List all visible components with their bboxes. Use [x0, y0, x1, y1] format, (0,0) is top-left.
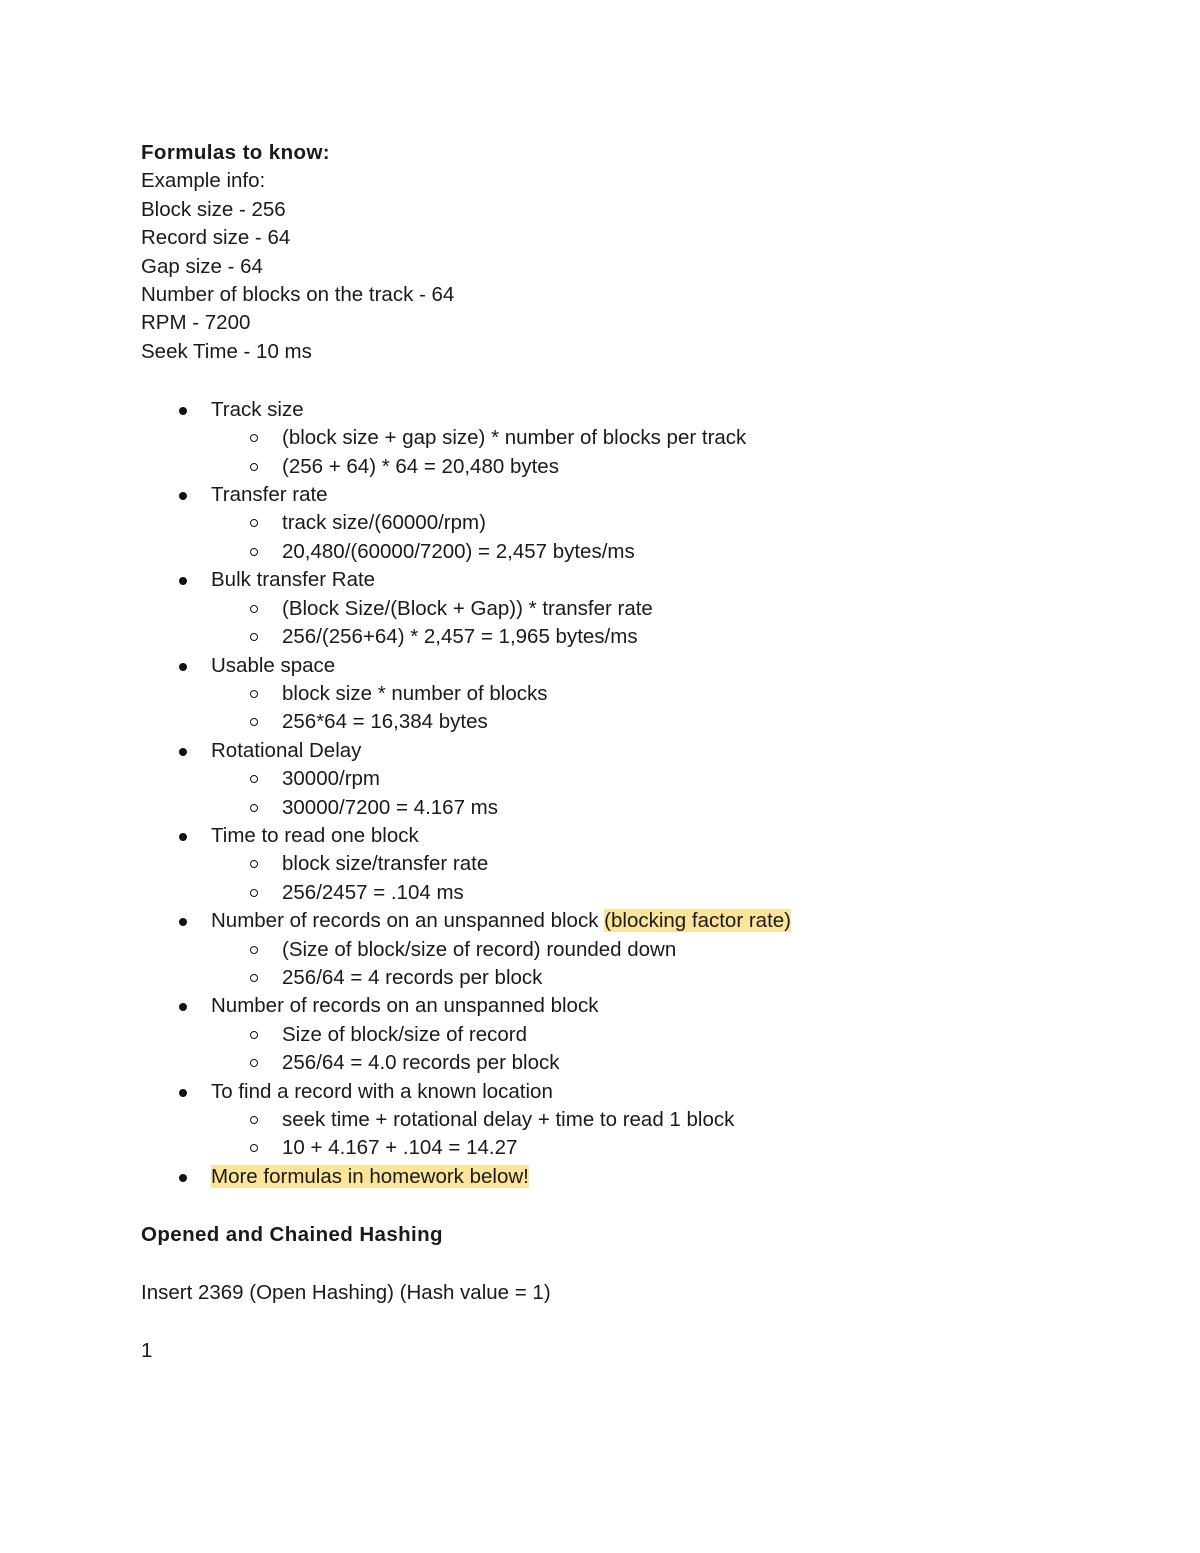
formula-subitem-text: (block size + gap size) * number of blocks per track: [282, 426, 747, 450]
formula-subitem-text: block size * number of blocks: [282, 681, 548, 705]
formula-sublist: [211, 509, 1141, 566]
formula-subitem: [211, 1134, 1141, 1162]
formula-item-label: Transfer rate: [211, 483, 328, 507]
hollow-bullet-icon: [250, 946, 258, 954]
filled-bullet-icon: [179, 492, 187, 500]
hollow-bullet-icon: [250, 1116, 258, 1124]
formula-subitem: [211, 680, 1141, 708]
hollow-bullet-icon: [250, 605, 258, 613]
example-info-block: [141, 167, 1141, 366]
formula-subitem-text: 10 + 4.167 + .104 = 14.27: [282, 1136, 518, 1160]
hollow-bullet-icon: [250, 718, 258, 726]
filled-bullet-icon: [179, 1003, 187, 1011]
filled-bullet-icon: [179, 1089, 187, 1097]
formula-item: [141, 652, 1141, 737]
formula-sublist: [211, 424, 1141, 481]
formula-item-label: Rotational Delay: [211, 738, 362, 762]
example-info-line: Record size - 64: [141, 226, 291, 250]
formula-item-label: Number of records on an unspanned block: [211, 909, 605, 933]
formula-subitem-text: Size of block/size of record: [282, 1022, 527, 1046]
formula-subitem: [211, 424, 1141, 452]
formula-subitem: [211, 708, 1141, 736]
filled-bullet-icon: [179, 918, 187, 926]
formula-item: [141, 396, 1141, 481]
formula-subitem: [211, 453, 1141, 481]
formula-subitem: [211, 509, 1141, 537]
formula-sublist: [211, 1021, 1141, 1078]
filled-bullet-icon: [179, 577, 187, 585]
hashing-heading: Opened and Chained Hashing: [141, 1222, 443, 1246]
formula-sublist: [211, 1106, 1141, 1163]
formula-subitem: [211, 794, 1141, 822]
hollow-bullet-icon: [250, 860, 258, 868]
insert-line: Insert 2369 (Open Hashing) (Hash value = 1): [141, 1280, 551, 1304]
formula-subitem: [211, 538, 1141, 566]
formula-subitem-text: (256 + 64) * 64 = 20,480 bytes: [282, 454, 559, 478]
hash-bucket-value: 1: [141, 1338, 153, 1362]
formula-subitem: [211, 1106, 1141, 1134]
spacer: [141, 1307, 1141, 1337]
hollow-bullet-icon: [250, 1031, 258, 1039]
hollow-bullet-icon: [250, 804, 258, 812]
formula-subitem: [211, 623, 1141, 651]
formula-sublist: [211, 680, 1141, 737]
formula-item: [141, 481, 1141, 566]
example-info-line: Example info:: [141, 169, 266, 193]
formula-subitem: [211, 1021, 1141, 1049]
filled-bullet-icon: [179, 407, 187, 415]
formulas-heading: Formulas to know:: [141, 141, 331, 164]
formula-item: [141, 992, 1141, 1077]
formula-item-label: Track size: [211, 397, 304, 421]
formula-item: [141, 566, 1141, 651]
formula-subitem: [211, 765, 1141, 793]
hollow-bullet-icon: [250, 519, 258, 527]
formula-subitem: [211, 850, 1141, 878]
hollow-bullet-icon: [250, 548, 258, 556]
formula-subitem-text: 256/2457 = .104 ms: [282, 880, 464, 904]
document-page: [141, 139, 1141, 1365]
formula-list: [141, 396, 1141, 1191]
hollow-bullet-icon: [250, 434, 258, 442]
formula-subitem-text: 30000/rpm: [282, 767, 381, 791]
formula-item: [141, 822, 1141, 907]
formula-subitem: [211, 1049, 1141, 1077]
formula-subitem-text: track size/(60000/rpm): [282, 511, 486, 535]
formula-subitem-text: 256/(256+64) * 2,457 = 1,965 bytes/ms: [282, 625, 638, 649]
hollow-bullet-icon: [250, 775, 258, 783]
spacer: [141, 1191, 1141, 1221]
formula-subitem-text: 30000/7200 = 4.167 ms: [282, 795, 498, 819]
formula-item: [141, 907, 1141, 992]
filled-bullet-icon: [179, 833, 187, 841]
hollow-bullet-icon: [250, 1059, 258, 1067]
spacer: [141, 366, 1141, 396]
formula-subitem-text: 256/64 = 4.0 records per block: [282, 1051, 560, 1075]
formula-subitem-text: 20,480/(60000/7200) = 2,457 bytes/ms: [282, 539, 635, 563]
hollow-bullet-icon: [250, 889, 258, 897]
formula-item-label: Time to read one block: [211, 823, 419, 847]
hollow-bullet-icon: [250, 1144, 258, 1152]
hollow-bullet-icon: [250, 974, 258, 982]
highlighted-text: (blocking factor rate): [604, 909, 792, 933]
formula-subitem-text: block size/transfer rate: [282, 852, 489, 876]
formula-item-label: Bulk transfer Rate: [211, 568, 376, 592]
formula-subitem: [211, 595, 1141, 623]
example-info-line: RPM - 7200: [141, 311, 251, 335]
hollow-bullet-icon: [250, 633, 258, 641]
formula-item: [141, 737, 1141, 822]
formula-subitem-text: 256/64 = 4 records per block: [282, 965, 543, 989]
formula-item-label: Usable space: [211, 653, 336, 677]
formula-item: [141, 1163, 1141, 1191]
formula-subitem-text: (Block Size/(Block + Gap)) * transfer rate: [282, 596, 653, 620]
hollow-bullet-icon: [250, 463, 258, 471]
example-info-line: Gap size - 64: [141, 254, 263, 278]
formula-subitem: [211, 936, 1141, 964]
formula-item-label: To find a record with a known location: [211, 1079, 553, 1103]
formula-sublist: [211, 850, 1141, 907]
formula-subitem-text: seek time + rotational delay + time to read 1 block: [282, 1108, 735, 1131]
formula-sublist: [211, 595, 1141, 652]
formula-sublist: [211, 765, 1141, 822]
hollow-bullet-icon: [250, 690, 258, 698]
formula-item-label: Number of records on an unspanned block: [211, 994, 599, 1018]
formula-sublist: [211, 936, 1141, 993]
spacer: [141, 1249, 1141, 1279]
formula-subitem: [211, 879, 1141, 907]
formula-subitem-text: 256*64 = 16,384 bytes: [282, 710, 488, 734]
filled-bullet-icon: [179, 1174, 187, 1182]
formula-item: [141, 1078, 1141, 1163]
filled-bullet-icon: [179, 748, 187, 756]
filled-bullet-icon: [179, 663, 187, 671]
example-info-line: Block size - 256: [141, 197, 286, 221]
formula-subitem: [211, 964, 1141, 992]
example-info-line: Seek Time - 10 ms: [141, 339, 312, 363]
highlighted-text: More formulas in homework below!: [211, 1164, 529, 1188]
formula-subitem-text: (Size of block/size of record) rounded down: [282, 937, 677, 961]
example-info-line: Number of blocks on the track - 64: [141, 283, 455, 307]
